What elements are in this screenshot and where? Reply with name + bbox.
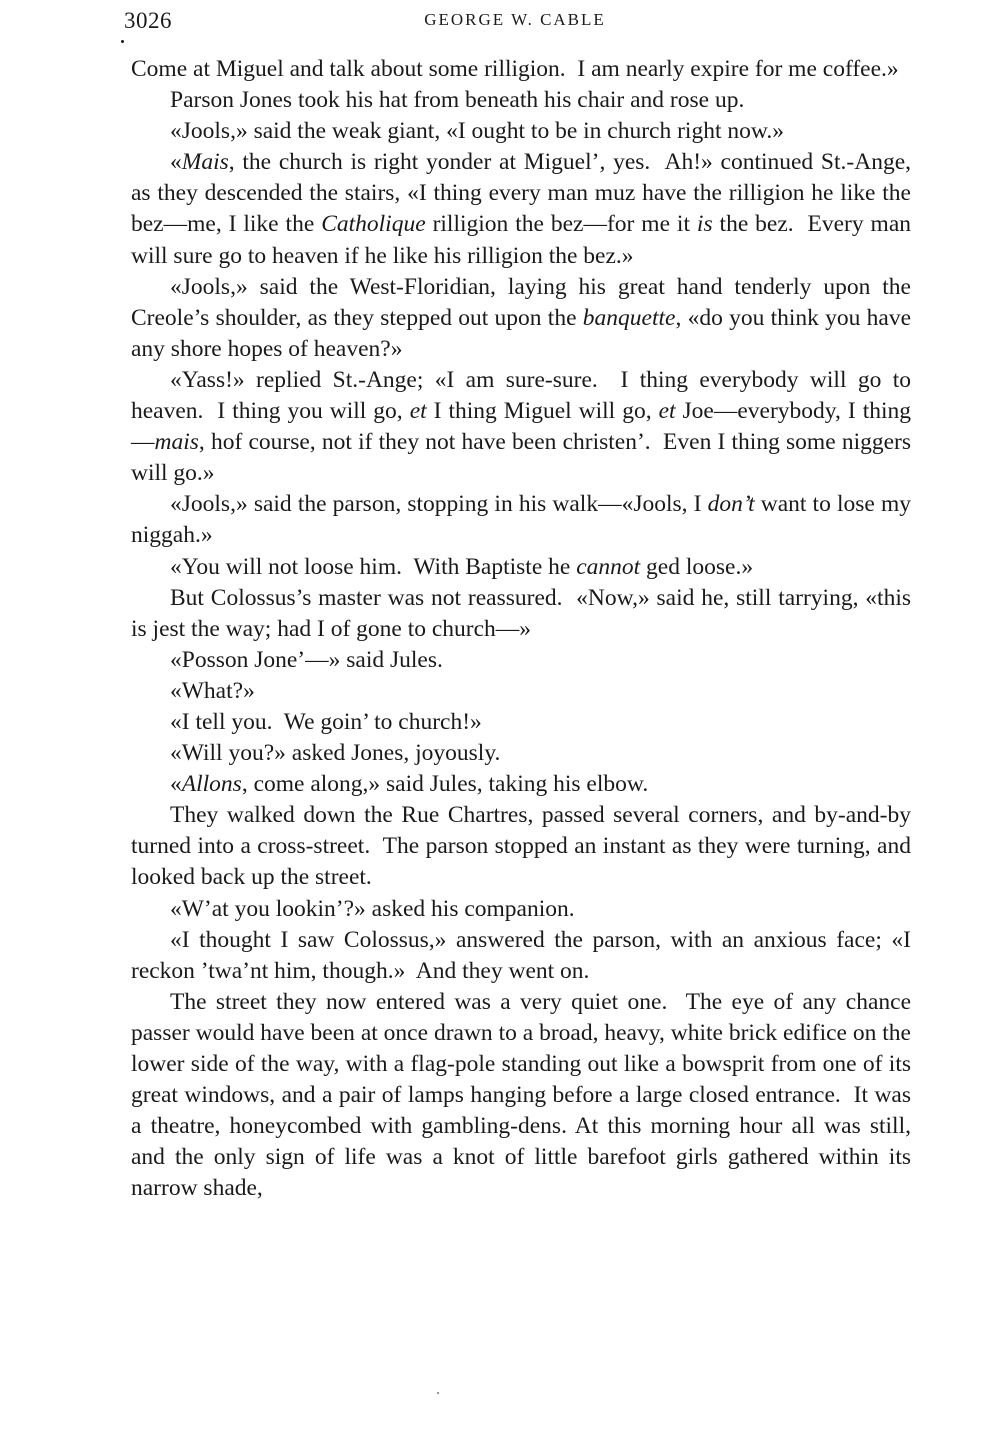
running-head: GEORGE W. CABLE [424,10,606,29]
paragraph: «I tell you. We goin’ to church!» [170,708,482,735]
page-body [131,54,911,1204]
paragraph: But Colossus’s master was not reassured. «Now,» said he, still tarrying, «this is jest the way; had I of gone to church—» [131,584,911,642]
page-header [0,4,1000,36]
paragraph: «Allons, come along,» said Jules, taking his elbow. [170,771,649,798]
paragraph: «W’at you lookin’?» asked his companion. [170,895,575,922]
paragraph: Come at Miguel and talk about some rilligion. I am nearly expire for me coffee.» [131,56,899,82]
paragraph: «Jools,» said the parson, stopping in his walk—«Jools, I don’t want to lose my niggah.» [131,491,911,549]
paragraph: «Jools,» said the West-Floridian, laying his great hand tenderly upon the Creole’s shoulder, as they stepped out upon the banquette, «do you think you have any shore hopes of heaven?» [131,273,911,362]
page-number: 3026 [124,8,172,33]
paragraph: Parson Jones took his hat from beneath his chair and rose up. [170,87,745,114]
paragraph: «I thought I saw Colossus,» answered the parson, with an anxious face; «I reckon ’twa’nt him, though.» And they went on. [131,926,911,984]
paragraph: They walked down the Rue Chartres, passed several corners, and by-and-by turned into a cross-street. The parson stopped an instant as they were turning, and looked back up the street. [131,802,911,891]
paragraph: «Will you?» asked Jones, joyously. [170,740,501,767]
paragraph: «Jools,» said the weak giant, «I ought to be in church right now.» [170,118,784,145]
margin-dot [121,40,124,43]
paragraph: The street they now entered was a very quiet one. The eye of any chance passer would have been at once drawn to a broad, heavy, white brick edifice on the lower side of the way, with a flag-pole standing out like a bowsprit from one of its great windows, and a pair of lamps hanging before a large closed entrance. It was a theatre, honeycombed with gambling-dens. At this morning hour all was still, and the only sign of life was a knot of little barefoot girls gathered within its narrow shade, [131,988,911,1202]
paragraph: «Posson Jone’—» said Jules. [170,646,443,673]
paragraph: «What?» [170,677,255,704]
paragraph: «You will not loose him. With Baptiste he cannot ged loose.» [170,553,754,580]
paragraph: «Yass!» replied St.-Ange; «I am sure-sure. I thing everybody will go to heaven. I thing you will go, et I thing Miguel will go, et Joe—everybody, I thing—mais, hof course, not if they not have been christen’. Even I thing some niggers will go.» [131,366,912,487]
paragraph: «Mais, the church is right yonder at Miguel’, yes. Ah!» continued St.-Ange, as they descended the stairs, «I thing every man muz have the rilligion he like the bez—me, I like the Catholique rilligion the bez—for me it is the bez. Every man will sure go to heaven if he like his rilligion the bez.» [131,149,912,269]
footer-speck [437,1392,439,1394]
